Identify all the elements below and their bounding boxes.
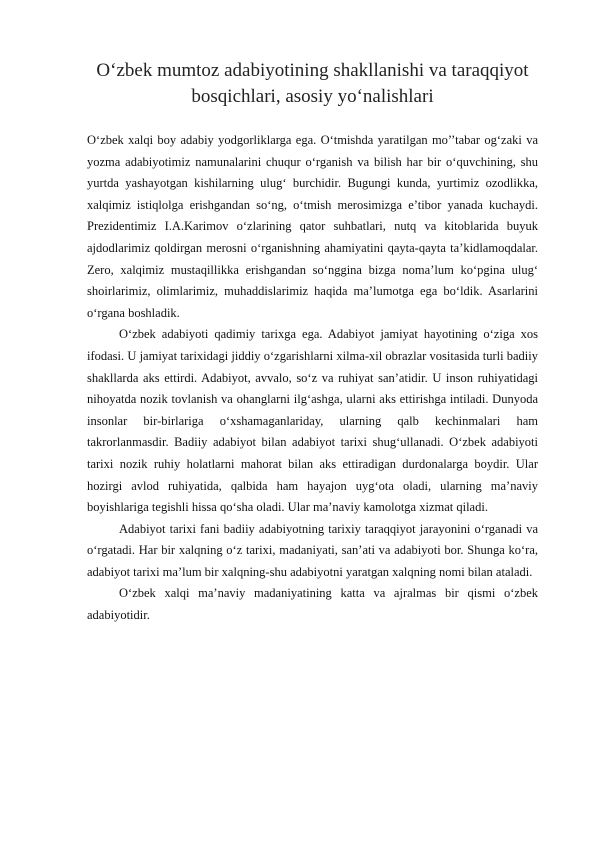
document-title: O‘zbek mumtoz adabiyotining shakllanishi va taraqqiyot bosqichlari, asosiy yo‘nalishlari bbox=[96, 60, 529, 107]
paragraph-literary-history: Adabiyot tarixi fani badiiy adabiyotning tarixiy taraqqiyot jarayonini o‘rganadi va o‘rgatadi. Har bir xalqning o‘z tarixi, madaniyati, san’ati va adabiyoti bor. Shunga ko‘ra, adabiyot tarixi ma’lum bir xalqning-shu adabiyotni yaratgan xalqning nomi bilan ataladi. bbox=[87, 521, 538, 579]
paragraph-history: O‘zbek adabiyoti qadimiy tarixga ega. Adabiyot jamiyat hayotining o‘ziga xos ifodasi. U jamiyat tarixidagi jiddiy o‘zgarishlarni xilma-xil obrazlar vositasida turli badiiy shakllarda aks ettirdi. Adabiyot, avvalo, so‘z va ruhiyat san’atidir. U inson ruhiyatidagi nihoyatda nozik tovlanish va ohanglarni ilg‘ashga, ularni aks ettirishga intiladi. Dunyoda insonlar bir-birlariga o‘xshamaganlariday, ularning qalb kechinmalari ham takrorlanmasdir. Badiiy adabiyot bilan adabiyot tarixi shug‘ullanadi. O‘zbek adabiyoti tarixi nozik ruhiy holatlarni mahorat bilan aks ettiradigan durdonalarga boydir. Ular hozirgi avlod ruhiyatida, qalbida ham hayajon uyg‘ota oladi, ularning ma’naviy boyishlariga tegishli hissa qo‘sha oladi. Ular ma’naviy kamolotga xizmat qiladi. bbox=[87, 327, 538, 515]
paragraph-conclusion: O‘zbek xalqi ma’naviy madaniyatining katta va ajralmas bir qismi o‘zbek adabiyotidir. bbox=[87, 586, 538, 623]
paragraph-intro: O‘zbek xalqi boy adabiy yodgorliklarga ega. O‘tmishda yaratilgan mo’’tabar og‘zaki va yozma adabiyotimiz namunalarini chuqur o‘rganish va bilish har bir o‘quvchining, shu yurtda yashayotgan kishilarning ulug‘ burchidir. Bugungi kunda, yurtimiz ozodlikka, xalqimiz istiqlolga erishgandan so‘ng, o‘tmish merosimizga e’tibor yanada kuchaydi. Prezidentimiz I.A.Karimov o‘zlarining qator suhbatlari, nutq va kitoblarida buyuk ajdodlarimiz qoldirgan merosni o‘rganishning ahamiyatini qayta-qayta ta’kidlamoqdalar. Zero, xalqimiz mustaqillikka erishgandan so‘nggina bizga noma’lum ko‘pgina ulug‘ shoirlarimiz, olimlarimiz, muhaddislarimiz haqida ma’lumotga ega bo‘ldik. Asarlarini o‘rgana boshladik. bbox=[87, 133, 538, 320]
